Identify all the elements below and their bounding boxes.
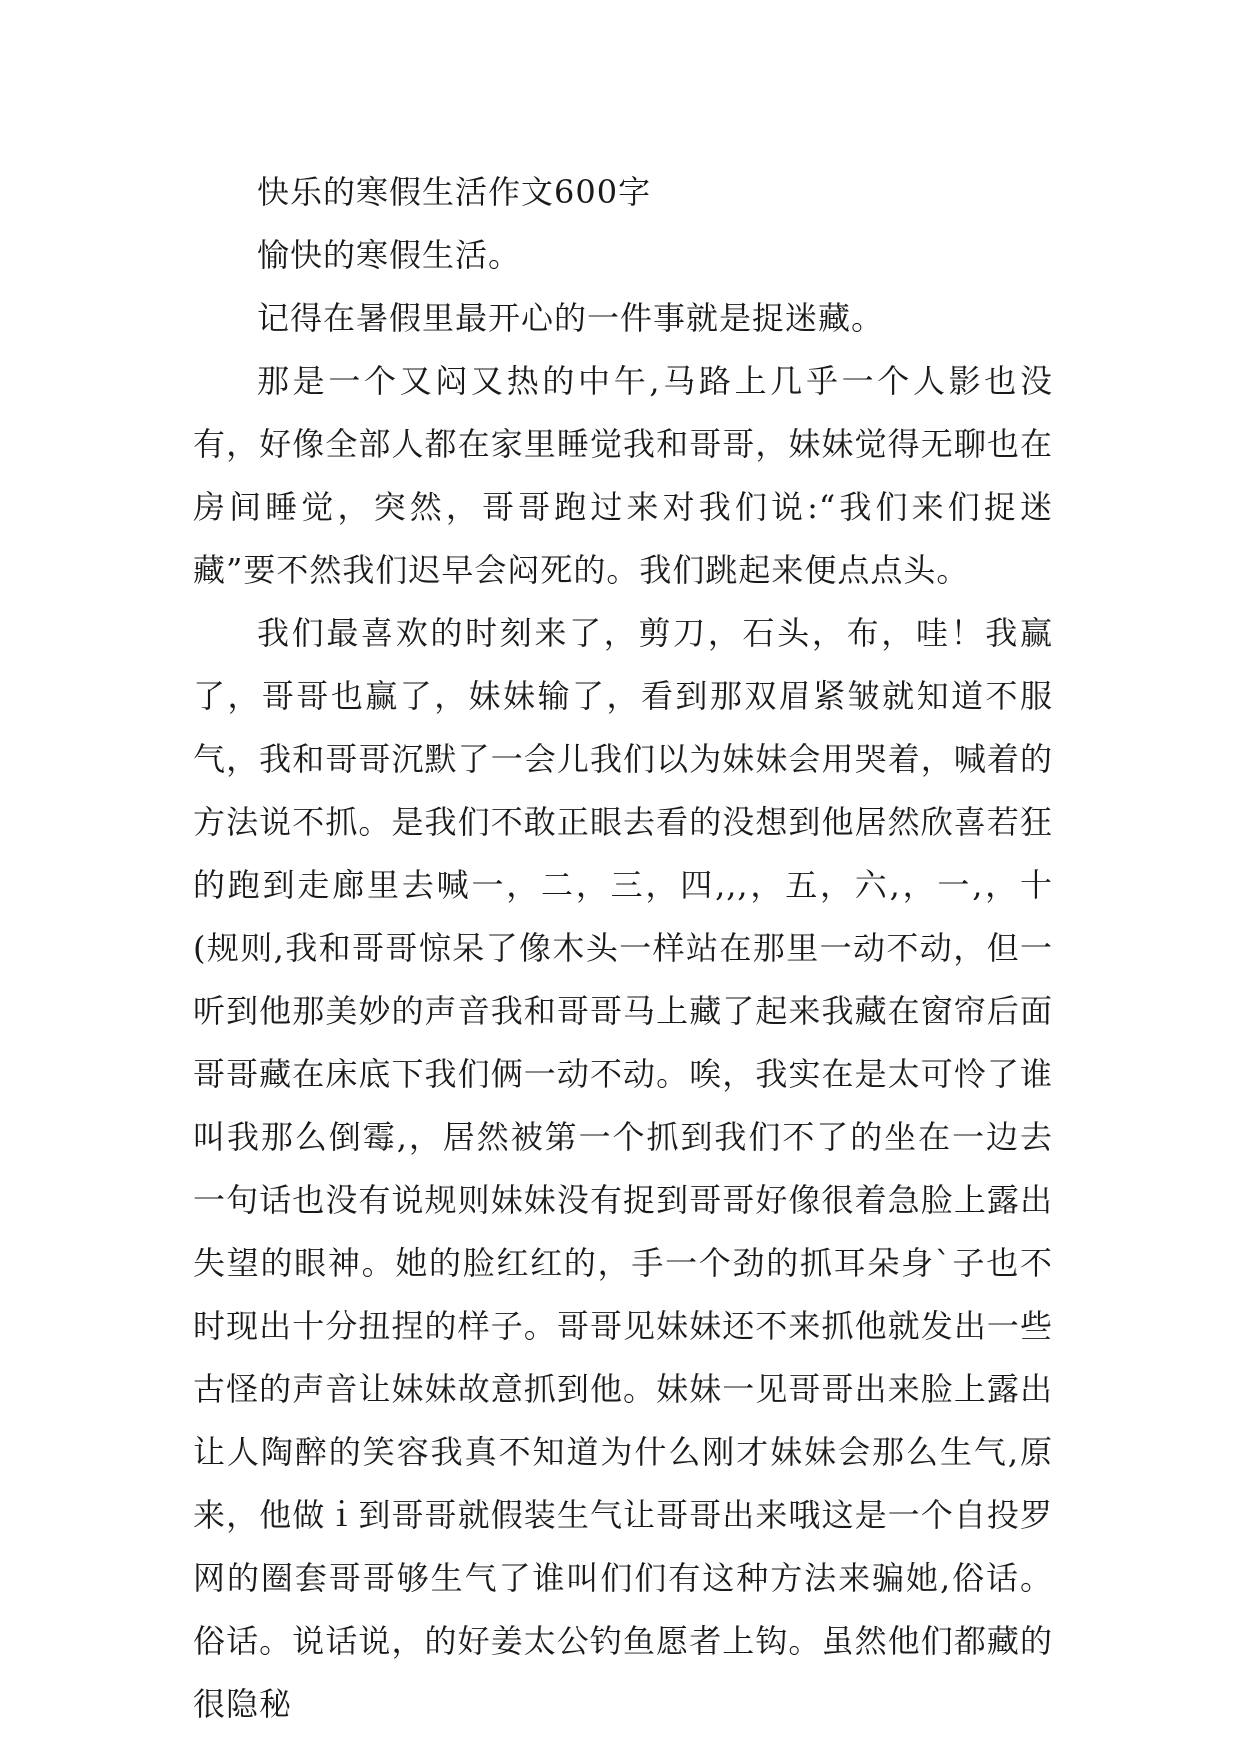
document-title: 快乐的寒假生活作文600字 bbox=[257, 173, 652, 211]
paragraph-3: 那是一个又闷又热的中午,马路上几乎一个人影也没有，好像全部人都在家里睡觉我和哥哥，妹妹觉得无聊也在房间睡觉，突然，哥哥跑过来对我们说:“我们来们捉迷藏”要不然我们迟早会闷死的。我们跳起来便点点头。 bbox=[193, 362, 1053, 589]
paragraph-2: 记得在暑假里最开心的一件事就是捉迷藏。 bbox=[257, 299, 885, 337]
paragraph-1: 愉快的寒假生活。 bbox=[257, 236, 522, 274]
paragraph-4: 我们最喜欢的时刻来了，剪刀，石头，布，哇！我赢了，哥哥也赢了，妹妹输了，看到那双眉紧皱就知道不服气，我和哥哥沉默了一会儿我们以为妹妹会用哭着，喊着的方法说不抓。是我们不敢正眼去看的没想到他居然欣喜若狂的跑到走廊里去喊一，二，三，四,,,，五，六,，一,，十(规则,我和哥哥惊呆了像木头一样站在那里一动不动，但一听到他那美妙的声音我和哥哥马上藏了起来我藏在窗帘后面哥哥藏在床底下我们俩一动不动。唉，我实在是太可怜了谁叫我那么倒霉,，居然被第一个抓到我们不了的坐在一边去一句话也没有说规则妹妹没有捉到哥哥好像很着急脸上露出失望的眼神。她的脸红红的，手一个劲的抓耳朵身`子也不时现出十分扭捏的样子。哥哥见妹妹还不来抓他就发出一些古怪的声音让妹妹故意抓到他。妹妹一见哥哥出来脸上露出让人陶醉的笑容我真不知道为什么刚才妹妹会那么生气,原来，他做ｉ到哥哥就假装生气让哥哥出来哦这是一个自投罗网的圈套哥哥够生气了谁叫们们有这种方法来骗她,俗话。俗话。说话说，的好姜太公钓鱼愿者上钩。虽然他们都藏的很隐秘 bbox=[193, 614, 1053, 1723]
document-body bbox=[193, 161, 1053, 1736]
